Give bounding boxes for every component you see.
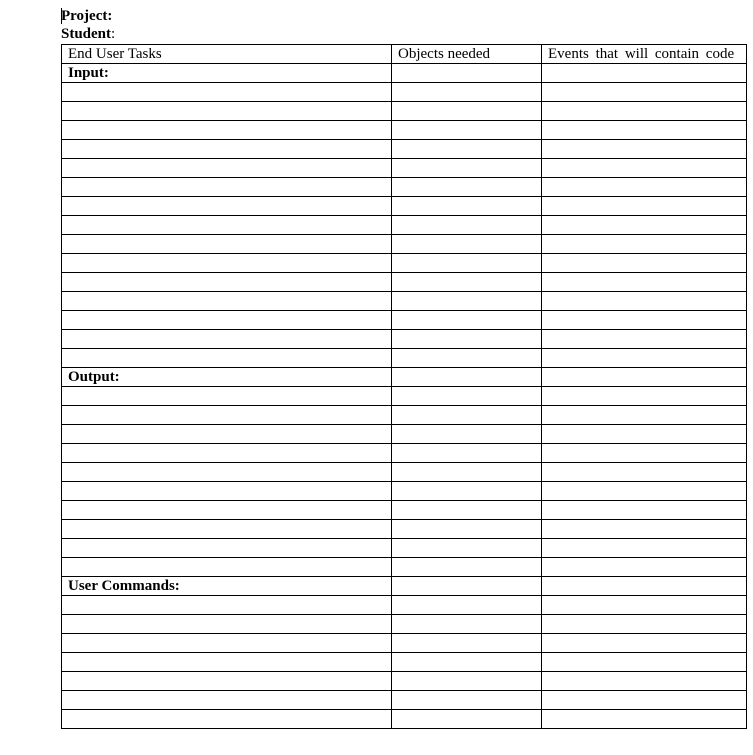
- table-cell[interactable]: [392, 140, 542, 159]
- table-cell[interactable]: [62, 330, 392, 349]
- table-row: [62, 330, 747, 349]
- table-row: [62, 159, 747, 178]
- table-cell[interactable]: [62, 273, 392, 292]
- table-cell[interactable]: [392, 615, 542, 634]
- column-header-end-user-tasks: End User Tasks: [62, 45, 392, 64]
- table-cell[interactable]: [62, 558, 392, 577]
- table-cell[interactable]: [542, 710, 747, 729]
- table-cell[interactable]: [392, 311, 542, 330]
- table-cell[interactable]: [62, 349, 392, 368]
- table-cell[interactable]: [392, 539, 542, 558]
- project-line[interactable]: [61, 7, 112, 25]
- table-cell[interactable]: [542, 539, 747, 558]
- column-header-objects-needed: Objects needed: [392, 45, 542, 64]
- table-row: [62, 102, 747, 121]
- table-cell[interactable]: [392, 406, 542, 425]
- table-cell[interactable]: [62, 311, 392, 330]
- table-cell[interactable]: [62, 121, 392, 140]
- table-cell[interactable]: [392, 368, 542, 387]
- table-cell[interactable]: [542, 558, 747, 577]
- table-row: [62, 520, 747, 539]
- table-cell[interactable]: [62, 634, 392, 653]
- tasks-table: [61, 44, 747, 729]
- table-cell[interactable]: [392, 520, 542, 539]
- table-cell[interactable]: [62, 596, 392, 615]
- table-cell[interactable]: [392, 197, 542, 216]
- table-cell[interactable]: [62, 425, 392, 444]
- table-cell[interactable]: [392, 216, 542, 235]
- table-cell[interactable]: [62, 539, 392, 558]
- table-cell[interactable]: [542, 273, 747, 292]
- table-cell[interactable]: [542, 140, 747, 159]
- table-cell[interactable]: [62, 216, 392, 235]
- table-cell[interactable]: [542, 501, 747, 520]
- table-cell[interactable]: [62, 387, 392, 406]
- table-row: [62, 254, 747, 273]
- table-cell[interactable]: [542, 330, 747, 349]
- student-colon: :: [111, 26, 116, 42]
- table-cell[interactable]: [392, 596, 542, 615]
- table-cell[interactable]: [542, 672, 747, 691]
- table-row: [62, 121, 747, 140]
- table-row: [62, 634, 747, 653]
- table-cell[interactable]: [392, 577, 542, 596]
- section-label[interactable]: Output:: [62, 368, 392, 387]
- table-cell[interactable]: [542, 444, 747, 463]
- table-cell[interactable]: [62, 691, 392, 710]
- table-cell[interactable]: [542, 577, 747, 596]
- table-cell[interactable]: [62, 254, 392, 273]
- table-cell[interactable]: [392, 330, 542, 349]
- table-cell[interactable]: [392, 273, 542, 292]
- table-cell[interactable]: [542, 235, 747, 254]
- table-row: [62, 406, 747, 425]
- section-label[interactable]: User Commands:: [62, 577, 392, 596]
- table-row: [62, 596, 747, 615]
- table-cell[interactable]: [392, 64, 542, 83]
- table-cell[interactable]: [542, 197, 747, 216]
- table-cell[interactable]: [542, 216, 747, 235]
- table-row: [62, 482, 747, 501]
- table-cell[interactable]: [392, 83, 542, 102]
- table-cell[interactable]: [392, 235, 542, 254]
- project-label: Project:: [61, 8, 113, 24]
- table-cell[interactable]: [62, 159, 392, 178]
- table-cell[interactable]: [392, 159, 542, 178]
- table-cell[interactable]: [392, 482, 542, 501]
- table-row: [62, 140, 747, 159]
- table-cell[interactable]: [62, 140, 392, 159]
- table-cell[interactable]: [542, 615, 747, 634]
- table-row: [62, 311, 747, 330]
- table-cell[interactable]: [392, 444, 542, 463]
- table-row: [62, 349, 747, 368]
- table-cell[interactable]: [542, 102, 747, 121]
- table-cell[interactable]: [542, 254, 747, 273]
- table-cell[interactable]: [392, 463, 542, 482]
- table-cell[interactable]: [62, 463, 392, 482]
- table-cell[interactable]: [542, 349, 747, 368]
- table-cell[interactable]: [542, 311, 747, 330]
- table-cell[interactable]: [62, 520, 392, 539]
- table-row: [62, 83, 747, 102]
- table-cell[interactable]: [62, 672, 392, 691]
- table-cell[interactable]: [542, 596, 747, 615]
- table-cell[interactable]: [542, 64, 747, 83]
- table-cell[interactable]: [542, 634, 747, 653]
- table-row: [62, 235, 747, 254]
- table-row: [62, 216, 747, 235]
- table-cell[interactable]: [62, 83, 392, 102]
- section-header-row: [62, 577, 747, 596]
- table-cell[interactable]: [62, 406, 392, 425]
- table-cell[interactable]: [392, 292, 542, 311]
- table-row: [62, 387, 747, 406]
- table-row: [62, 444, 747, 463]
- table-cell[interactable]: [62, 710, 392, 729]
- table-cell[interactable]: [62, 653, 392, 672]
- table-row: [62, 501, 747, 520]
- table-cell[interactable]: [392, 425, 542, 444]
- table-cell[interactable]: [392, 672, 542, 691]
- column-header-events: Events that will contain code: [542, 45, 747, 64]
- table-cell[interactable]: [392, 178, 542, 197]
- table-cell[interactable]: [62, 615, 392, 634]
- section-label[interactable]: Input:: [62, 64, 392, 83]
- table-cell[interactable]: [542, 387, 747, 406]
- table-cell[interactable]: [392, 501, 542, 520]
- table-cell[interactable]: [542, 178, 747, 197]
- table-cell[interactable]: [542, 425, 747, 444]
- table-header-row: [62, 45, 747, 64]
- table-row: [62, 691, 747, 710]
- table-row: [62, 292, 747, 311]
- table-body: [62, 64, 747, 729]
- student-line[interactable]: [61, 25, 115, 43]
- table-cell[interactable]: [392, 691, 542, 710]
- student-label: Student: [61, 26, 112, 42]
- table-row: [62, 653, 747, 672]
- table-row: [62, 710, 747, 729]
- table-cell[interactable]: [62, 102, 392, 121]
- table-cell[interactable]: [542, 463, 747, 482]
- table-cell[interactable]: [542, 691, 747, 710]
- table-cell[interactable]: [62, 197, 392, 216]
- table-cell[interactable]: [62, 292, 392, 311]
- table-cell[interactable]: [392, 387, 542, 406]
- table-cell[interactable]: [392, 710, 542, 729]
- table-cell[interactable]: [62, 444, 392, 463]
- table-row: [62, 539, 747, 558]
- table-cell[interactable]: [392, 349, 542, 368]
- section-header-row: [62, 64, 747, 83]
- table-cell[interactable]: [392, 653, 542, 672]
- table-row: [62, 672, 747, 691]
- table-row: [62, 463, 747, 482]
- section-header-row: [62, 368, 747, 387]
- table-cell[interactable]: [392, 254, 542, 273]
- table-cell[interactable]: [542, 653, 747, 672]
- table-cell[interactable]: [392, 634, 542, 653]
- table-cell[interactable]: [542, 368, 747, 387]
- table-cell[interactable]: [542, 121, 747, 140]
- table-cell[interactable]: [542, 292, 747, 311]
- table-cell[interactable]: [62, 178, 392, 197]
- table-cell[interactable]: [62, 501, 392, 520]
- table-row: [62, 197, 747, 216]
- table-cell[interactable]: [392, 121, 542, 140]
- table-row: [62, 273, 747, 292]
- table-row: [62, 615, 747, 634]
- table-row: [62, 425, 747, 444]
- table-cell[interactable]: [392, 102, 542, 121]
- table-cell[interactable]: [62, 235, 392, 254]
- table-cell[interactable]: [542, 482, 747, 501]
- table-cell[interactable]: [542, 159, 747, 178]
- table-cell[interactable]: [392, 558, 542, 577]
- table-cell[interactable]: [542, 406, 747, 425]
- table-cell[interactable]: [62, 482, 392, 501]
- table-cell[interactable]: [542, 83, 747, 102]
- table-row: [62, 178, 747, 197]
- table-row: [62, 558, 747, 577]
- table-cell[interactable]: [542, 520, 747, 539]
